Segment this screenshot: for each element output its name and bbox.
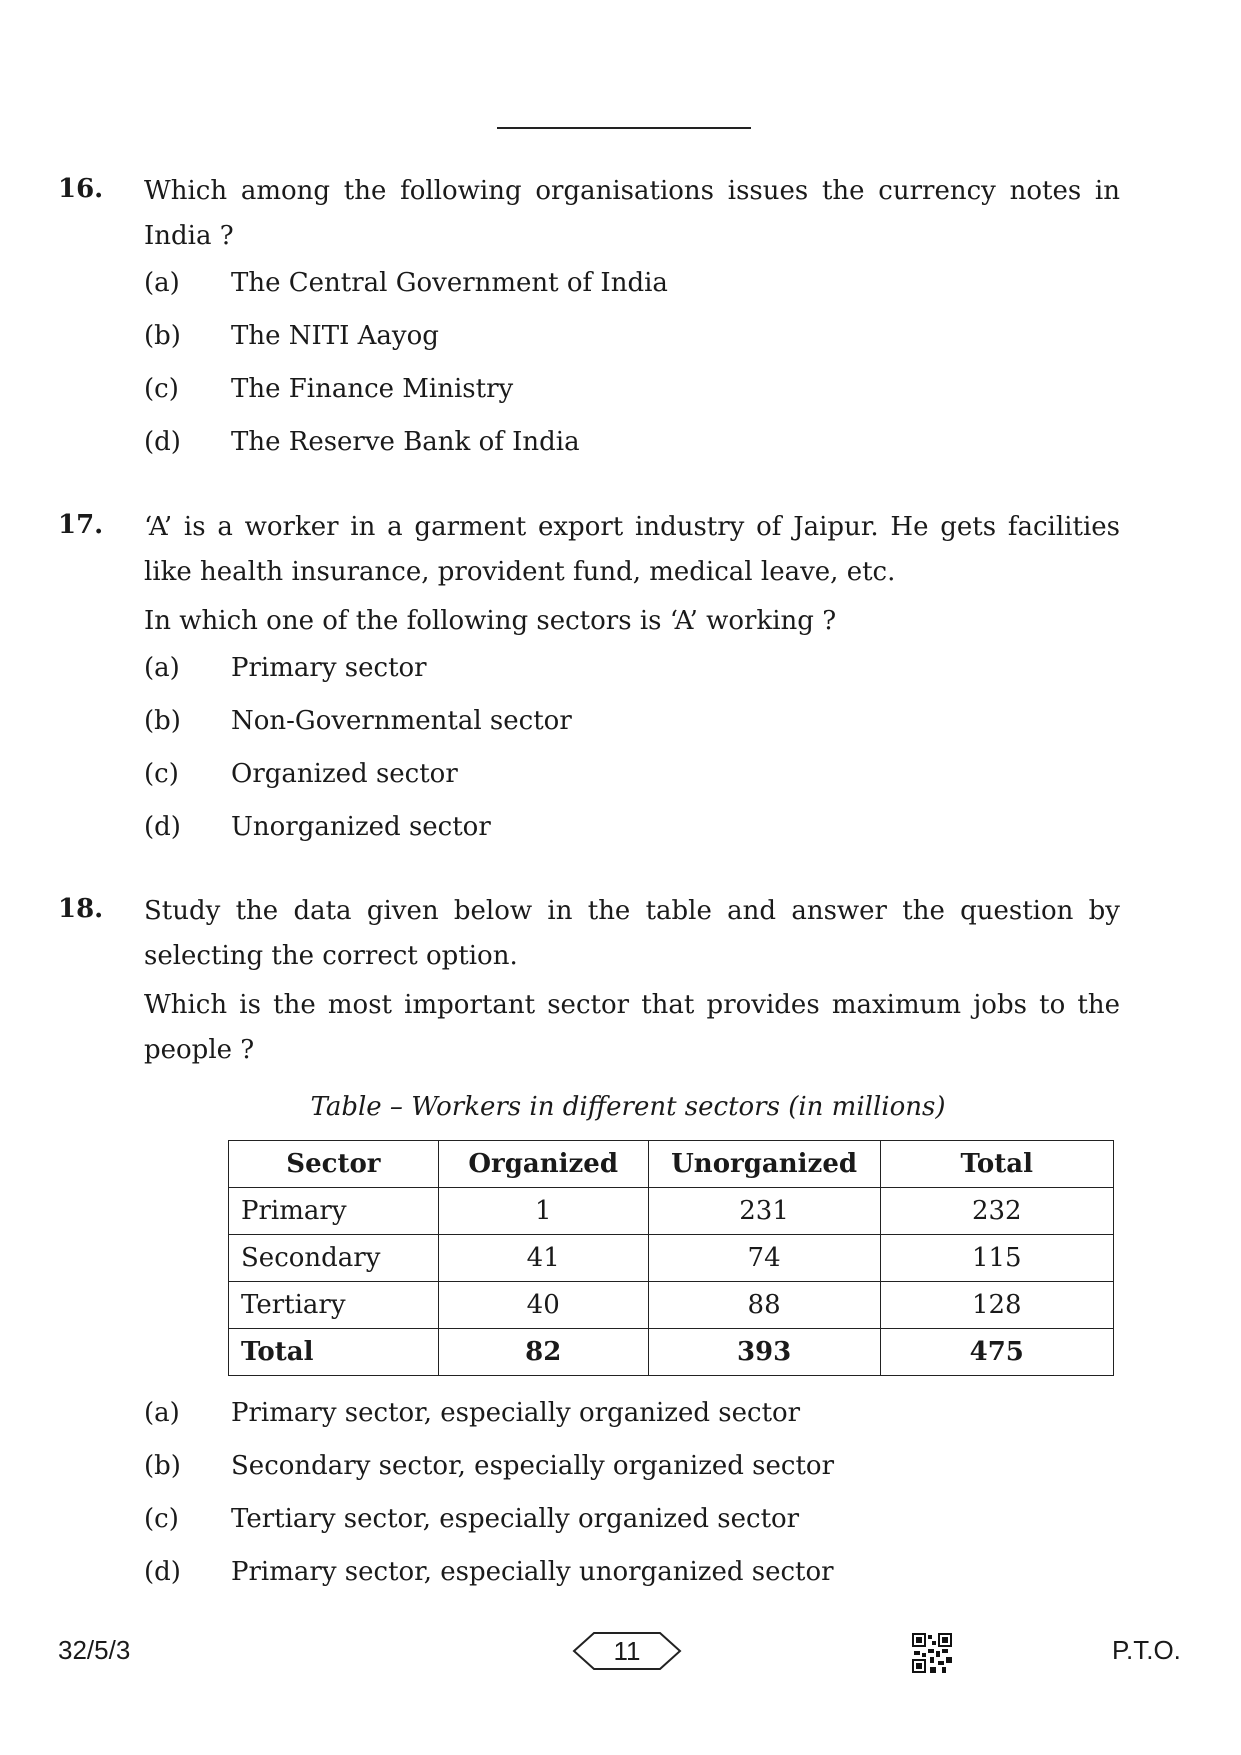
question-text bbox=[144, 505, 1120, 644]
question-number: 18. bbox=[58, 894, 104, 924]
paper-code: 32/5/3 bbox=[58, 1635, 131, 1665]
option-c[interactable] bbox=[144, 1504, 1120, 1557]
option-text: The NITI Aayog bbox=[231, 321, 439, 351]
table-cell: 393 bbox=[648, 1329, 880, 1376]
table-cell: Tertiary bbox=[229, 1282, 439, 1329]
page-number: 11 bbox=[613, 1636, 641, 1666]
option-label: (b) bbox=[144, 321, 181, 351]
option-label: (c) bbox=[144, 374, 179, 404]
option-a[interactable] bbox=[144, 1398, 1120, 1451]
table-row bbox=[229, 1282, 1114, 1329]
table-cell: 74 bbox=[648, 1235, 880, 1282]
table-cell: 41 bbox=[438, 1235, 648, 1282]
table-cell: 88 bbox=[648, 1282, 880, 1329]
table-cell: 231 bbox=[648, 1188, 880, 1235]
table-cell: 1 bbox=[438, 1188, 648, 1235]
question-paragraph: In which one of the following sectors is ‘A’ working ? bbox=[144, 606, 837, 636]
option-text: Non-Governmental sector bbox=[231, 706, 572, 736]
option-b[interactable] bbox=[144, 321, 1120, 374]
table-cell: Secondary bbox=[229, 1235, 439, 1282]
option-text: Unorganized sector bbox=[231, 812, 491, 842]
table-cell: 128 bbox=[880, 1282, 1113, 1329]
option-d[interactable] bbox=[144, 1557, 1120, 1610]
option-label: (d) bbox=[144, 1557, 181, 1587]
question-number: 16. bbox=[58, 174, 104, 204]
table-header-cell: Organized bbox=[438, 1141, 648, 1188]
table-header-cell: Total bbox=[880, 1141, 1113, 1188]
option-b[interactable] bbox=[144, 706, 1120, 759]
table-caption: Table – Workers in different sectors (in millions) bbox=[310, 1092, 946, 1122]
option-text: Primary sector bbox=[231, 653, 427, 683]
workers-table bbox=[228, 1140, 1114, 1376]
options-list bbox=[144, 268, 1120, 480]
option-text: Primary sector, especially unorganized sector bbox=[231, 1557, 834, 1587]
table-cell: 40 bbox=[438, 1282, 648, 1329]
table-row bbox=[229, 1235, 1114, 1282]
table-cell: 475 bbox=[880, 1329, 1113, 1376]
option-text: The Central Government of India bbox=[231, 268, 668, 298]
option-d[interactable] bbox=[144, 427, 1120, 480]
table-cell: 82 bbox=[438, 1329, 648, 1376]
option-c[interactable] bbox=[144, 374, 1120, 427]
options-list bbox=[144, 653, 1120, 865]
option-label: (b) bbox=[144, 706, 181, 736]
option-label: (c) bbox=[144, 759, 179, 789]
option-d[interactable] bbox=[144, 812, 1120, 865]
option-label: (a) bbox=[144, 653, 180, 683]
table-header-row bbox=[229, 1141, 1114, 1188]
option-c[interactable] bbox=[144, 759, 1120, 812]
table-row bbox=[229, 1188, 1114, 1235]
option-text: Secondary sector, especially organized sector bbox=[231, 1451, 835, 1481]
question-paragraph: Which among the following organisations issues the currency notes in India ? bbox=[144, 176, 1120, 251]
qr-code-icon bbox=[912, 1633, 952, 1673]
option-label: (d) bbox=[144, 427, 181, 457]
table-total-row bbox=[229, 1329, 1114, 1376]
question-paragraph: ‘A’ is a worker in a garment export industry of Jaipur. He gets facilities like health insurance, provident fund, medical leave, etc. bbox=[144, 512, 1120, 587]
question-text bbox=[144, 169, 1120, 259]
option-text: Tertiary sector, especially organized sector bbox=[231, 1504, 800, 1534]
table-header-cell: Unorganized bbox=[648, 1141, 880, 1188]
option-b[interactable] bbox=[144, 1451, 1120, 1504]
option-label: (c) bbox=[144, 1504, 179, 1534]
please-turn-over: P.T.O. bbox=[1112, 1635, 1181, 1665]
table-header-cell: Sector bbox=[229, 1141, 439, 1188]
option-text: Primary sector, especially organized sector bbox=[231, 1398, 801, 1428]
question-paragraph: Study the data given below in the table and answer the question by selecting the correct option. bbox=[144, 896, 1120, 971]
question-number: 17. bbox=[58, 510, 104, 540]
option-label: (a) bbox=[144, 1398, 180, 1428]
question-paragraph: Which is the most important sector that provides maximum jobs to the people ? bbox=[144, 990, 1120, 1065]
top-divider bbox=[497, 127, 751, 129]
option-text: The Reserve Bank of India bbox=[231, 427, 580, 457]
option-label: (b) bbox=[144, 1451, 181, 1481]
options-list bbox=[144, 1398, 1120, 1610]
question-text bbox=[144, 889, 1120, 1073]
table-cell: 115 bbox=[880, 1235, 1113, 1282]
table-cell: Primary bbox=[229, 1188, 439, 1235]
option-text: Organized sector bbox=[231, 759, 458, 789]
option-a[interactable] bbox=[144, 653, 1120, 706]
option-a[interactable] bbox=[144, 268, 1120, 321]
option-label: (d) bbox=[144, 812, 181, 842]
table-cell: Total bbox=[229, 1329, 439, 1376]
option-label: (a) bbox=[144, 268, 180, 298]
table-cell: 232 bbox=[880, 1188, 1113, 1235]
page-number-badge bbox=[572, 1631, 682, 1671]
option-text: The Finance Ministry bbox=[231, 374, 514, 404]
